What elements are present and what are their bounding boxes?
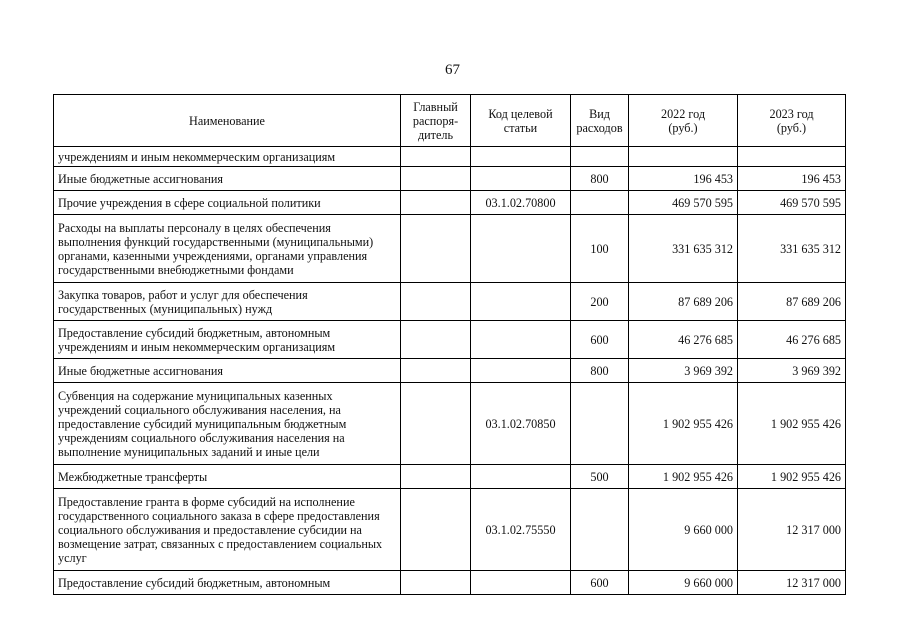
table-row bbox=[54, 359, 846, 383]
row-code bbox=[471, 283, 571, 321]
row-type bbox=[571, 489, 629, 571]
table-row bbox=[54, 383, 846, 465]
header-year-line: 2023 год bbox=[769, 106, 814, 121]
header-name: Наименование bbox=[54, 95, 401, 147]
header-code-line: статьи bbox=[503, 120, 538, 135]
row-amount-2022: 469 570 595 bbox=[629, 191, 738, 215]
row-code bbox=[471, 359, 571, 383]
budget-table bbox=[53, 94, 846, 595]
row-code bbox=[471, 215, 571, 283]
header-year-2022 bbox=[629, 95, 738, 147]
row-code bbox=[471, 465, 571, 489]
table-row bbox=[54, 215, 846, 283]
row-amount-2023: 12 317 000 bbox=[738, 489, 846, 571]
row-type bbox=[571, 383, 629, 465]
row-amount-2023: 87 689 206 bbox=[738, 283, 846, 321]
row-admin bbox=[401, 147, 471, 167]
row-name: Предоставление субсидий бюджетным, автономным учреждениям и иным некоммерческим организациям bbox=[54, 321, 401, 359]
row-type: 800 bbox=[571, 359, 629, 383]
header-year-line: (руб.) bbox=[776, 120, 807, 135]
row-amount-2023: 1 902 955 426 bbox=[738, 465, 846, 489]
row-amount-2022: 46 276 685 bbox=[629, 321, 738, 359]
table-row bbox=[54, 147, 846, 167]
row-type: 600 bbox=[571, 321, 629, 359]
row-type: 200 bbox=[571, 283, 629, 321]
row-admin bbox=[401, 465, 471, 489]
row-admin bbox=[401, 489, 471, 571]
row-amount-2022: 196 453 bbox=[629, 167, 738, 191]
table-header-row bbox=[54, 95, 846, 147]
header-year-2023 bbox=[738, 95, 846, 147]
header-admin bbox=[401, 95, 471, 147]
table-row bbox=[54, 321, 846, 359]
row-amount-2022: 9 660 000 bbox=[629, 489, 738, 571]
row-amount-2023: 196 453 bbox=[738, 167, 846, 191]
row-name: Прочие учреждения в сфере социальной политики bbox=[54, 191, 401, 215]
row-name: Иные бюджетные ассигнования bbox=[54, 359, 401, 383]
row-admin bbox=[401, 359, 471, 383]
header-admin-line: Главный bbox=[413, 99, 458, 114]
table-row bbox=[54, 489, 846, 571]
row-amount-2022: 9 660 000 bbox=[629, 571, 738, 595]
row-name: Предоставление гранта в форме субсидий на исполнение государственного социального заказа в сфере предоставления социального обслуживания и предоставление субсидии на возмещение затрат, связанных с предоставлением социальных услуг bbox=[54, 489, 401, 571]
row-code bbox=[471, 571, 571, 595]
row-admin bbox=[401, 571, 471, 595]
row-amount-2022: 1 902 955 426 bbox=[629, 465, 738, 489]
header-type bbox=[571, 95, 629, 147]
row-admin bbox=[401, 321, 471, 359]
row-code bbox=[471, 147, 571, 167]
row-admin bbox=[401, 167, 471, 191]
row-amount-2023 bbox=[738, 147, 846, 167]
row-type bbox=[571, 147, 629, 167]
row-name: Межбюджетные трансферты bbox=[54, 465, 401, 489]
row-amount-2022 bbox=[629, 147, 738, 167]
row-admin bbox=[401, 215, 471, 283]
header-type-line: расходов bbox=[576, 120, 623, 135]
row-admin bbox=[401, 283, 471, 321]
row-amount-2023: 46 276 685 bbox=[738, 321, 846, 359]
row-name: Закупка товаров, работ и услуг для обеспечения государственных (муниципальных) нужд bbox=[54, 283, 401, 321]
row-code: 03.1.02.75550 bbox=[471, 489, 571, 571]
row-amount-2023: 331 635 312 bbox=[738, 215, 846, 283]
row-name: Субвенция на содержание муниципальных казенных учреждений социального обслуживания населения, на предоставление субсидий муниципальным бюджетным учреждениям социального обслуживания населения на выполнение муниципальных заданий и иные цели bbox=[54, 383, 401, 465]
row-amount-2022: 1 902 955 426 bbox=[629, 383, 738, 465]
row-admin bbox=[401, 191, 471, 215]
row-amount-2023: 12 317 000 bbox=[738, 571, 846, 595]
row-code bbox=[471, 321, 571, 359]
row-code bbox=[471, 167, 571, 191]
row-name: Предоставление субсидий бюджетным, автономным bbox=[54, 571, 401, 595]
row-amount-2022: 331 635 312 bbox=[629, 215, 738, 283]
header-admin-line: дитель bbox=[417, 127, 454, 142]
header-code-line: Код целевой bbox=[488, 106, 553, 121]
table-row bbox=[54, 465, 846, 489]
row-amount-2022: 87 689 206 bbox=[629, 283, 738, 321]
row-type bbox=[571, 191, 629, 215]
header-year-line: 2022 год bbox=[660, 106, 706, 121]
row-type: 800 bbox=[571, 167, 629, 191]
row-code: 03.1.02.70800 bbox=[471, 191, 571, 215]
row-type: 600 bbox=[571, 571, 629, 595]
row-name: Иные бюджетные ассигнования bbox=[54, 167, 401, 191]
row-type: 100 bbox=[571, 215, 629, 283]
header-code bbox=[471, 95, 571, 147]
header-type-line: Вид bbox=[589, 106, 610, 121]
header-admin-line: распоря- bbox=[412, 113, 459, 128]
row-amount-2023: 469 570 595 bbox=[738, 191, 846, 215]
row-amount-2023: 3 969 392 bbox=[738, 359, 846, 383]
row-admin bbox=[401, 383, 471, 465]
row-amount-2023: 1 902 955 426 bbox=[738, 383, 846, 465]
row-name: Расходы на выплаты персоналу в целях обеспечения выполнения функций государственными (муниципальными) органами, казенными учреждениями, органами управления государственными внебюджетными фондами bbox=[54, 215, 401, 283]
row-name: учреждениям и иным некоммерческим организациям bbox=[54, 147, 401, 167]
page-number: 67 bbox=[445, 62, 460, 78]
header-year-line: (руб.) bbox=[668, 120, 698, 135]
table-row bbox=[54, 191, 846, 215]
table-row bbox=[54, 571, 846, 595]
table-row bbox=[54, 167, 846, 191]
row-code: 03.1.02.70850 bbox=[471, 383, 571, 465]
table-row bbox=[54, 283, 846, 321]
row-type: 500 bbox=[571, 465, 629, 489]
row-amount-2022: 3 969 392 bbox=[629, 359, 738, 383]
